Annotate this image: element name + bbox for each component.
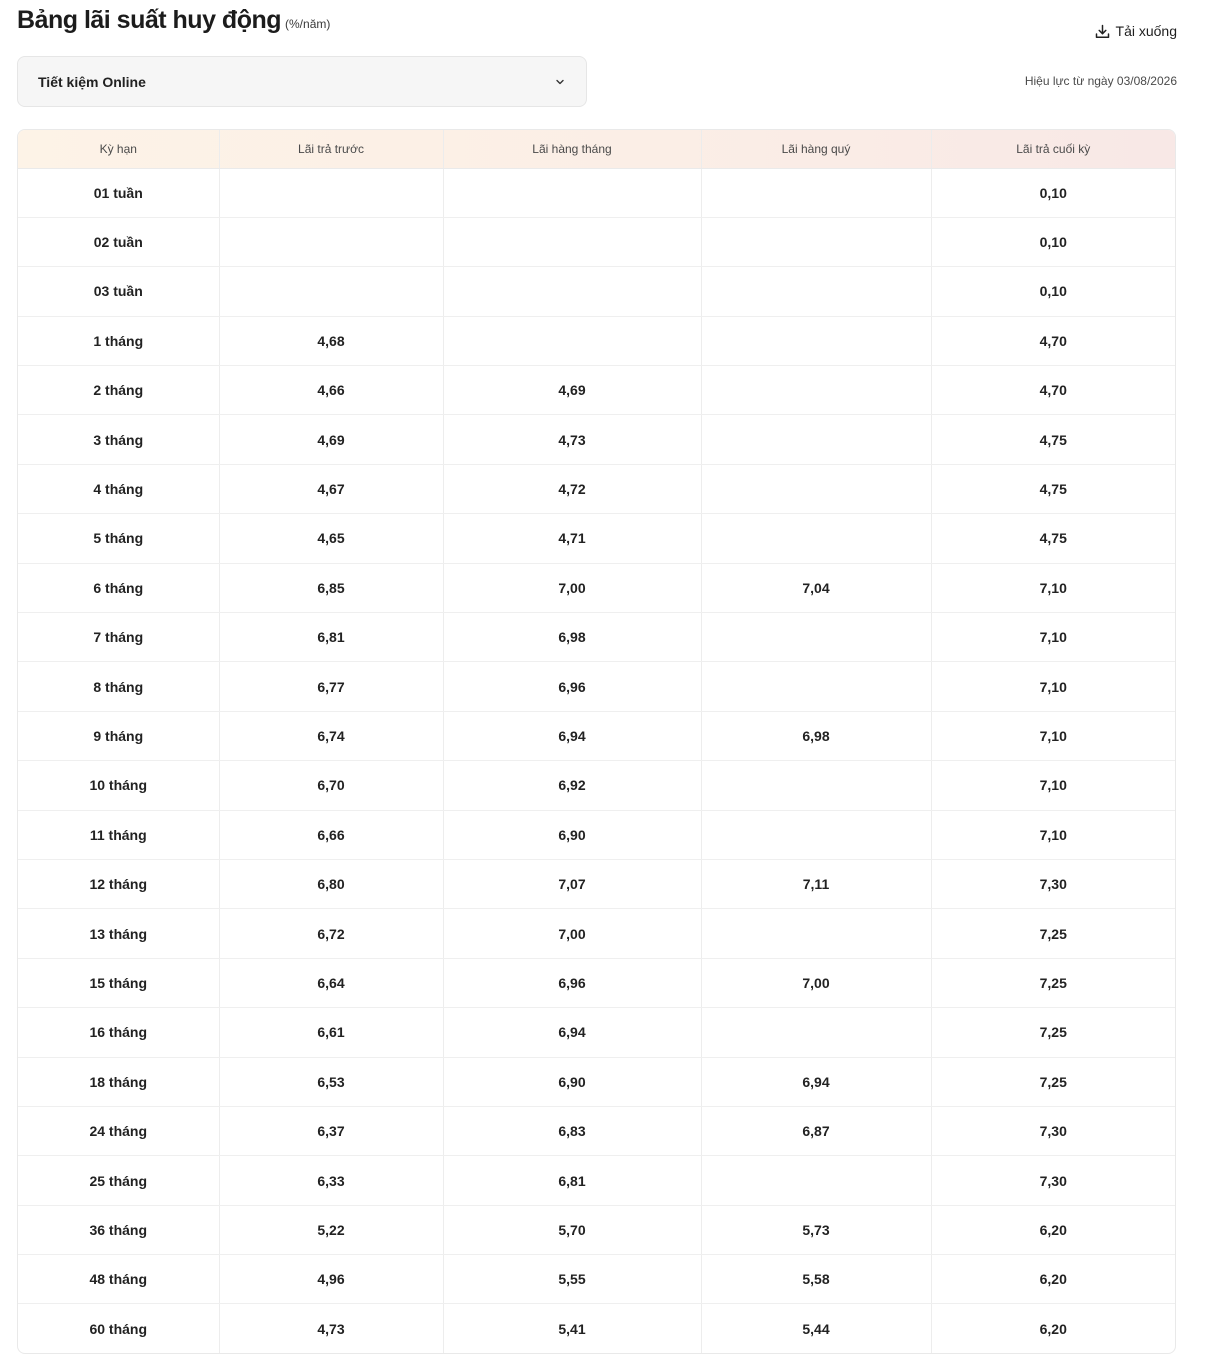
monthly-interest-cell: 6,90	[443, 1057, 701, 1106]
end-of-term-interest-cell: 4,70	[931, 366, 1175, 415]
term-cell: 5 tháng	[18, 514, 219, 563]
download-button[interactable]	[1094, 20, 1177, 42]
prepaid-interest-cell	[219, 168, 443, 217]
prepaid-interest-cell: 6,81	[219, 613, 443, 662]
term-cell: 9 tháng	[18, 711, 219, 760]
quarterly-interest-cell: 7,11	[701, 859, 931, 908]
rate-unit-label: (%/năm)	[285, 17, 331, 31]
term-cell: 01 tuần	[18, 168, 219, 217]
table-row	[18, 1008, 1175, 1057]
term-cell: 16 tháng	[18, 1008, 219, 1057]
term-cell: 24 tháng	[18, 1106, 219, 1155]
table-header-row	[18, 130, 1175, 168]
monthly-interest-cell: 6,98	[443, 613, 701, 662]
quarterly-interest-cell	[701, 267, 931, 316]
quarterly-interest-cell: 5,73	[701, 1205, 931, 1254]
term-cell: 36 tháng	[18, 1205, 219, 1254]
monthly-interest-cell: 4,71	[443, 514, 701, 563]
prepaid-interest-cell: 6,37	[219, 1106, 443, 1155]
monthly-interest-cell: 4,73	[443, 415, 701, 464]
monthly-interest-cell: 5,55	[443, 1255, 701, 1304]
column-header-term: Kỳ hạn	[18, 130, 219, 168]
table-row	[18, 267, 1175, 316]
term-cell: 2 tháng	[18, 366, 219, 415]
monthly-interest-cell: 6,81	[443, 1156, 701, 1205]
monthly-interest-cell: 6,83	[443, 1106, 701, 1155]
end-of-term-interest-cell: 0,10	[931, 267, 1175, 316]
prepaid-interest-cell: 6,70	[219, 761, 443, 810]
table-body	[18, 168, 1175, 1353]
term-cell: 25 tháng	[18, 1156, 219, 1205]
download-icon	[1094, 23, 1111, 40]
monthly-interest-cell: 5,70	[443, 1205, 701, 1254]
term-cell: 10 tháng	[18, 761, 219, 810]
quarterly-interest-cell	[701, 217, 931, 266]
quarterly-interest-cell	[701, 1008, 931, 1057]
quarterly-interest-cell: 6,98	[701, 711, 931, 760]
quarterly-interest-cell: 6,87	[701, 1106, 931, 1155]
term-cell: 11 tháng	[18, 810, 219, 859]
term-cell: 02 tuần	[18, 217, 219, 266]
monthly-interest-cell: 6,96	[443, 662, 701, 711]
quarterly-interest-cell	[701, 613, 931, 662]
table-row	[18, 613, 1175, 662]
prepaid-interest-cell: 6,33	[219, 1156, 443, 1205]
page-title-text: Bảng lãi suất huy động	[17, 6, 282, 34]
term-cell: 18 tháng	[18, 1057, 219, 1106]
monthly-interest-cell: 7,07	[443, 859, 701, 908]
end-of-term-interest-cell: 4,75	[931, 415, 1175, 464]
product-type-dropdown[interactable]	[17, 56, 587, 107]
quarterly-interest-cell	[701, 316, 931, 365]
prepaid-interest-cell: 4,67	[219, 464, 443, 513]
download-label: Tải xuống	[1115, 23, 1177, 39]
prepaid-interest-cell: 6,74	[219, 711, 443, 760]
prepaid-interest-cell: 4,65	[219, 514, 443, 563]
column-header-prepaid-interest: Lãi trả trước	[219, 130, 443, 168]
prepaid-interest-cell: 6,77	[219, 662, 443, 711]
term-cell: 60 tháng	[18, 1304, 219, 1353]
monthly-interest-cell	[443, 168, 701, 217]
end-of-term-interest-cell: 7,10	[931, 711, 1175, 760]
monthly-interest-cell: 7,00	[443, 563, 701, 612]
end-of-term-interest-cell: 7,10	[931, 662, 1175, 711]
table-row	[18, 316, 1175, 365]
table-row	[18, 810, 1175, 859]
prepaid-interest-cell: 4,66	[219, 366, 443, 415]
term-cell: 03 tuần	[18, 267, 219, 316]
end-of-term-interest-cell: 4,70	[931, 316, 1175, 365]
quarterly-interest-cell: 6,94	[701, 1057, 931, 1106]
column-header-end-of-term-interest: Lãi trả cuối kỳ	[931, 130, 1175, 168]
table-row	[18, 909, 1175, 958]
table-row	[18, 1304, 1175, 1353]
product-type-selected: Tiết kiệm Online	[38, 73, 146, 90]
prepaid-interest-cell: 5,22	[219, 1205, 443, 1254]
table-row	[18, 217, 1175, 266]
end-of-term-interest-cell: 7,30	[931, 1106, 1175, 1155]
prepaid-interest-cell: 6,85	[219, 563, 443, 612]
column-header-quarterly-interest: Lãi hàng quý	[701, 130, 931, 168]
quarterly-interest-cell: 5,58	[701, 1255, 931, 1304]
table-row	[18, 1156, 1175, 1205]
interest-rate-table	[17, 129, 1176, 1354]
quarterly-interest-cell	[701, 1156, 931, 1205]
end-of-term-interest-cell: 7,30	[931, 1156, 1175, 1205]
end-of-term-interest-cell: 0,10	[931, 217, 1175, 266]
monthly-interest-cell: 6,92	[443, 761, 701, 810]
prepaid-interest-cell	[219, 267, 443, 316]
table-row	[18, 1057, 1175, 1106]
table-row	[18, 1106, 1175, 1155]
quarterly-interest-cell	[701, 662, 931, 711]
effective-date: Hiệu lực từ ngày 03/08/2026	[1024, 74, 1177, 88]
end-of-term-interest-cell: 7,10	[931, 613, 1175, 662]
end-of-term-interest-cell: 4,75	[931, 464, 1175, 513]
term-cell: 6 tháng	[18, 563, 219, 612]
table-row	[18, 958, 1175, 1007]
quarterly-interest-cell	[701, 810, 931, 859]
end-of-term-interest-cell: 6,20	[931, 1205, 1175, 1254]
term-cell: 4 tháng	[18, 464, 219, 513]
prepaid-interest-cell: 4,73	[219, 1304, 443, 1353]
monthly-interest-cell	[443, 217, 701, 266]
monthly-interest-cell: 6,90	[443, 810, 701, 859]
table-row	[18, 563, 1175, 612]
term-cell: 48 tháng	[18, 1255, 219, 1304]
table-row	[18, 464, 1175, 513]
prepaid-interest-cell: 6,72	[219, 909, 443, 958]
prepaid-interest-cell: 4,68	[219, 316, 443, 365]
term-cell: 1 tháng	[18, 316, 219, 365]
prepaid-interest-cell	[219, 217, 443, 266]
page-title	[17, 6, 330, 40]
term-cell: 13 tháng	[18, 909, 219, 958]
monthly-interest-cell: 4,72	[443, 464, 701, 513]
end-of-term-interest-cell: 0,10	[931, 168, 1175, 217]
prepaid-interest-cell: 6,80	[219, 859, 443, 908]
prepaid-interest-cell: 4,69	[219, 415, 443, 464]
quarterly-interest-cell	[701, 415, 931, 464]
quarterly-interest-cell	[701, 366, 931, 415]
end-of-term-interest-cell: 7,30	[931, 859, 1175, 908]
end-of-term-interest-cell: 7,25	[931, 958, 1175, 1007]
quarterly-interest-cell: 7,00	[701, 958, 931, 1007]
end-of-term-interest-cell: 4,75	[931, 514, 1175, 563]
monthly-interest-cell	[443, 316, 701, 365]
table-row	[18, 514, 1175, 563]
quarterly-interest-cell	[701, 909, 931, 958]
quarterly-interest-cell	[701, 514, 931, 563]
table-row	[18, 761, 1175, 810]
prepaid-interest-cell: 6,61	[219, 1008, 443, 1057]
term-cell: 3 tháng	[18, 415, 219, 464]
end-of-term-interest-cell: 7,25	[931, 1008, 1175, 1057]
table-row	[18, 366, 1175, 415]
monthly-interest-cell: 5,41	[443, 1304, 701, 1353]
quarterly-interest-cell: 7,04	[701, 563, 931, 612]
quarterly-interest-cell	[701, 761, 931, 810]
monthly-interest-cell: 6,96	[443, 958, 701, 1007]
prepaid-interest-cell: 4,96	[219, 1255, 443, 1304]
term-cell: 7 tháng	[18, 613, 219, 662]
prepaid-interest-cell: 6,64	[219, 958, 443, 1007]
column-header-monthly-interest: Lãi hàng tháng	[443, 130, 701, 168]
table-row	[18, 662, 1175, 711]
chevron-down-icon	[554, 76, 566, 88]
table-row	[18, 1205, 1175, 1254]
end-of-term-interest-cell: 7,10	[931, 810, 1175, 859]
end-of-term-interest-cell: 6,20	[1039, 1320, 1067, 1337]
table-row	[18, 168, 1175, 217]
table-row	[18, 1255, 1175, 1304]
table-row	[18, 859, 1175, 908]
monthly-interest-cell: 6,94	[443, 1008, 701, 1057]
table-row	[18, 415, 1175, 464]
end-of-term-interest-cell: 6,20	[931, 1255, 1175, 1304]
term-cell: 12 tháng	[18, 859, 219, 908]
end-of-term-interest-cell: 7,10	[931, 761, 1175, 810]
prepaid-interest-cell: 6,66	[219, 810, 443, 859]
table-row	[18, 711, 1175, 760]
monthly-interest-cell: 6,94	[443, 711, 701, 760]
quarterly-interest-cell	[701, 168, 931, 217]
monthly-interest-cell: 4,69	[443, 366, 701, 415]
monthly-interest-cell: 7,00	[443, 909, 701, 958]
monthly-interest-cell	[443, 267, 701, 316]
term-cell: 15 tháng	[18, 958, 219, 1007]
end-of-term-interest-cell: 7,25	[931, 909, 1175, 958]
end-of-term-interest-cell: 7,10	[931, 563, 1175, 612]
quarterly-interest-cell: 5,44	[701, 1304, 931, 1353]
end-of-term-interest-cell: 7,25	[931, 1057, 1175, 1106]
term-cell: 8 tháng	[18, 662, 219, 711]
prepaid-interest-cell: 6,53	[219, 1057, 443, 1106]
quarterly-interest-cell	[701, 464, 931, 513]
